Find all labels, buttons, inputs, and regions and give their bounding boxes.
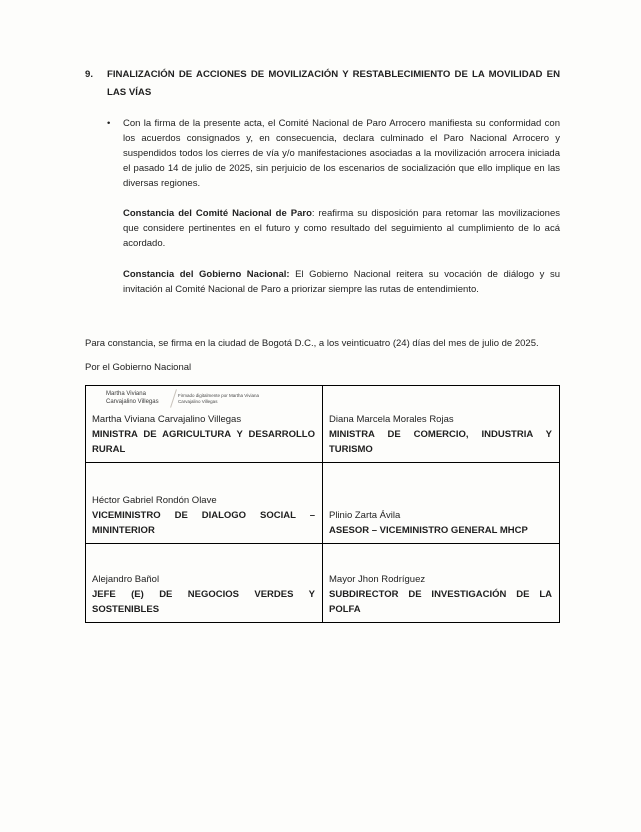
bullet-item [107, 116, 560, 191]
bullet-marker-icon: • [107, 118, 111, 129]
signature-cell-negocios-verdes [86, 544, 323, 623]
stamp-signer-name: Martha Viviana Carvajalino Villegas [106, 391, 159, 405]
signatory-name: Martha Viviana Carvajalino Villegas [92, 414, 242, 425]
stamp-note: Firmado digitalmente por Martha Viviana Carvajalino Villegas [178, 393, 259, 404]
signatory-title: SUBDIRECTOR DE INVESTIGACIÓN DE LA POLFA [329, 589, 552, 615]
signatory-title: MINISTRA DE AGRICULTURA Y DESARROLLO RURAL [92, 429, 315, 455]
bullet-paragraph: Con la firma de la presente acta, el Comité Nacional de Paro Arrocero manifiesta su conformidad con los acuerdos consignados y, en consecuencia, declara culminado el Paro Nacional Arrocero y suspendidos todos los cierres de vía y/o manifestaciones asociadas a la movilización arrocera iniciada el pasado 14 de julio de 2025, sin perjuicio de los escenarios de socialización que ello implique en las diversas regiones. [123, 118, 560, 189]
signatory-name: Mayor Jhon Rodríguez [329, 574, 426, 585]
signature-cell-agricultura [86, 386, 323, 463]
section-title: FINALIZACIÓN DE ACCIONES DE MOVILIZACIÓN Y RESTABLECIMIENTO DE LA MOVILIDAD EN LAS VÍAS [107, 69, 560, 98]
signatory-title: VICEMINISTRO DE DIALOGO SOCIAL – MININTERIOR [92, 510, 315, 536]
signature-cell-mininterior [86, 463, 323, 544]
table-row [86, 544, 560, 623]
stamp-slash-icon [168, 390, 178, 407]
signature-cell-polfa [323, 544, 560, 623]
signatory-name: Héctor Gabriel Rondón Olave [92, 495, 217, 506]
closing-statement: Para constancia, se firma en la ciudad de Bogotá D.C., a los veinticuatro (24) días del mes de julio de 2025. [85, 338, 539, 349]
signatory-name: Alejandro Bañol [92, 574, 160, 585]
signatory-name: Plinio Zarta Ávila [329, 510, 401, 521]
constancia-gobierno-paragraph [123, 267, 560, 297]
table-row [86, 463, 560, 544]
document-content [85, 66, 560, 623]
signatories-heading: Por el Gobierno Nacional [85, 362, 192, 373]
signatory-name: Diana Marcela Morales Rojas [329, 414, 454, 425]
constancia-comite-paragraph [123, 206, 560, 251]
signature-cell-comercio [323, 386, 560, 463]
signatory-title: JEFE (E) DE NEGOCIOS VERDES Y SOSTENIBLES [92, 589, 315, 615]
signature-table [85, 385, 560, 623]
table-row [86, 386, 560, 463]
digital-signature-stamp [106, 390, 315, 407]
constancia-comite-lead: Constancia del Comité Nacional de Paro [123, 208, 312, 219]
signature-cell-mhcp [323, 463, 560, 544]
section-heading [85, 66, 560, 102]
signatory-title: ASESOR – VICEMINISTRO GENERAL MHCP [329, 525, 528, 536]
constancia-comite-rest: : reafirma su disposición para retomar las movilizaciones que considere pertinentes en el futuro y como resultado del seguimiento al cumplimiento de lo acá acordado. [123, 208, 560, 249]
constancia-gobierno-lead: Constancia del Gobierno Nacional: [123, 269, 290, 280]
constancia-gobierno-rest: El Gobierno Nacional reitera su vocación de diálogo y su invitación al Comité Nacional de Paro a priorizar siempre las rutas de entendimiento. [123, 269, 560, 295]
section-number: 9. [85, 69, 94, 80]
signatory-title: MINISTRA DE COMERCIO, INDUSTRIA Y TURISMO [329, 429, 552, 455]
